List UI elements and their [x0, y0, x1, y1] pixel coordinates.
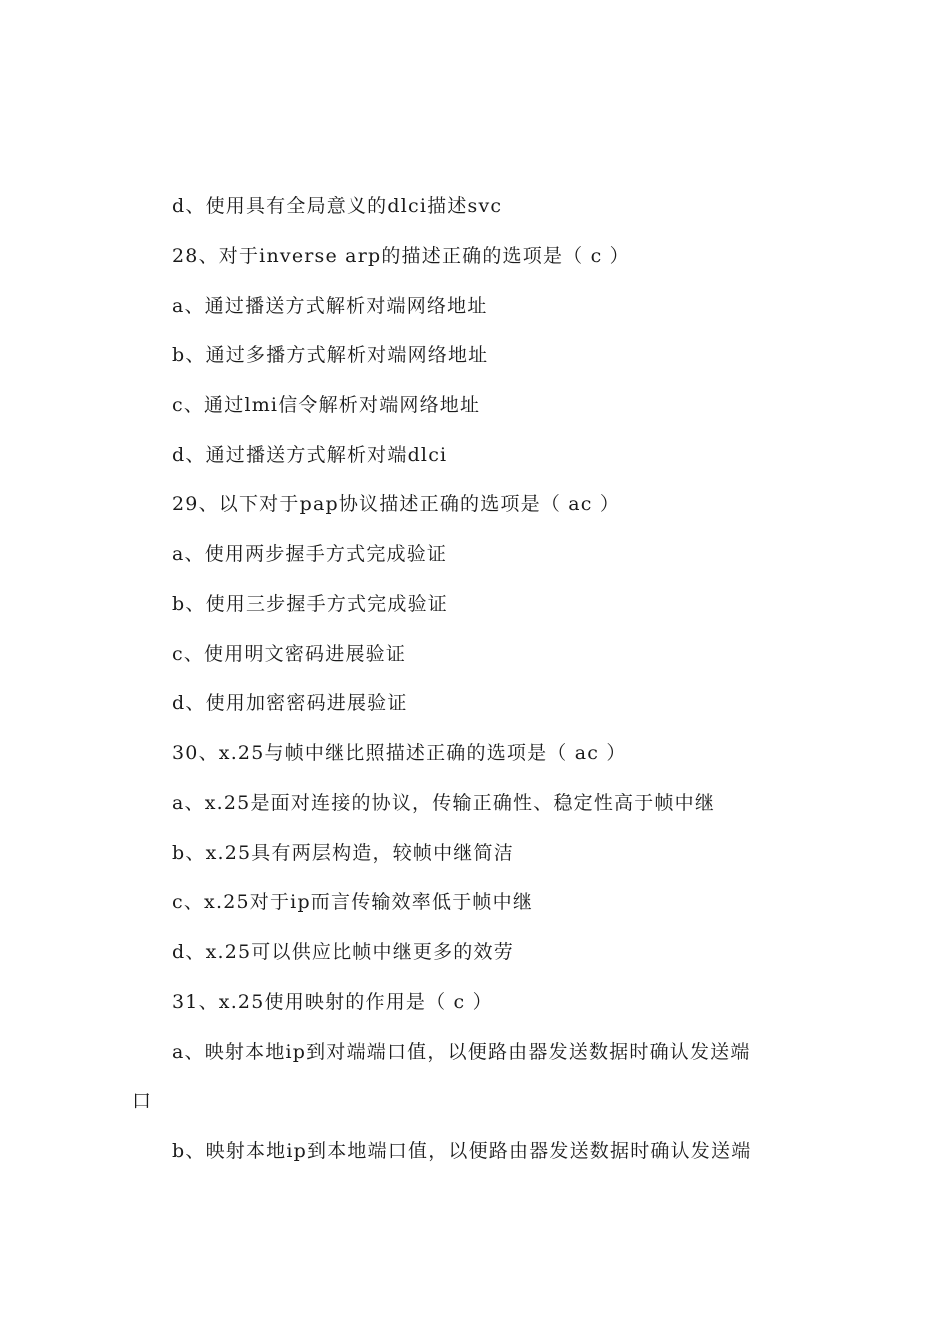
- option-28b: b、通过多播方式解析对端网络地址: [172, 344, 489, 366]
- question-30: 30、x.25与帧中继比照描述正确的选项是（ ac ）: [172, 742, 627, 764]
- option-31a-continuation: 口: [132, 1090, 153, 1112]
- option-31a: a、映射本地ip到对端端口值，以便路由器发送数据时确认发送端: [172, 1041, 751, 1063]
- option-29c: c、使用明文密码进展验证: [172, 643, 407, 665]
- option-30b: b、x.25具有两层构造，较帧中继简洁: [172, 842, 514, 864]
- question-29: 29、以下对于pap协议描述正确的选项是（ ac ）: [172, 493, 621, 515]
- option-27d: d、使用具有全局意义的dlci描述svc: [172, 195, 503, 217]
- question-31: 31、x.25使用映射的作用是（ c ）: [172, 991, 493, 1013]
- option-31b: b、映射本地ip到本地端口值，以便路由器发送数据时确认发送端: [172, 1140, 752, 1162]
- option-29a: a、使用两步握手方式完成验证: [172, 543, 448, 565]
- question-28: 28、对于inverse arp的描述正确的选项是（ c ）: [172, 245, 630, 267]
- option-30c: c、x.25对于ip而言传输效率低于帧中继: [172, 891, 534, 913]
- option-28d: d、通过播送方式解析对端dlci: [172, 444, 448, 466]
- option-30d: d、x.25可以供应比帧中继更多的效劳: [172, 941, 514, 963]
- option-28c: c、通过lmi信令解析对端网络地址: [172, 394, 481, 416]
- option-29d: d、使用加密密码进展验证: [172, 692, 408, 714]
- option-28a: a、通过播送方式解析对端网络地址: [172, 295, 488, 317]
- option-29b: b、使用三步握手方式完成验证: [172, 593, 448, 615]
- option-30a: a、x.25是面对连接的协议，传输正确性、稳定性高于帧中继: [172, 792, 716, 814]
